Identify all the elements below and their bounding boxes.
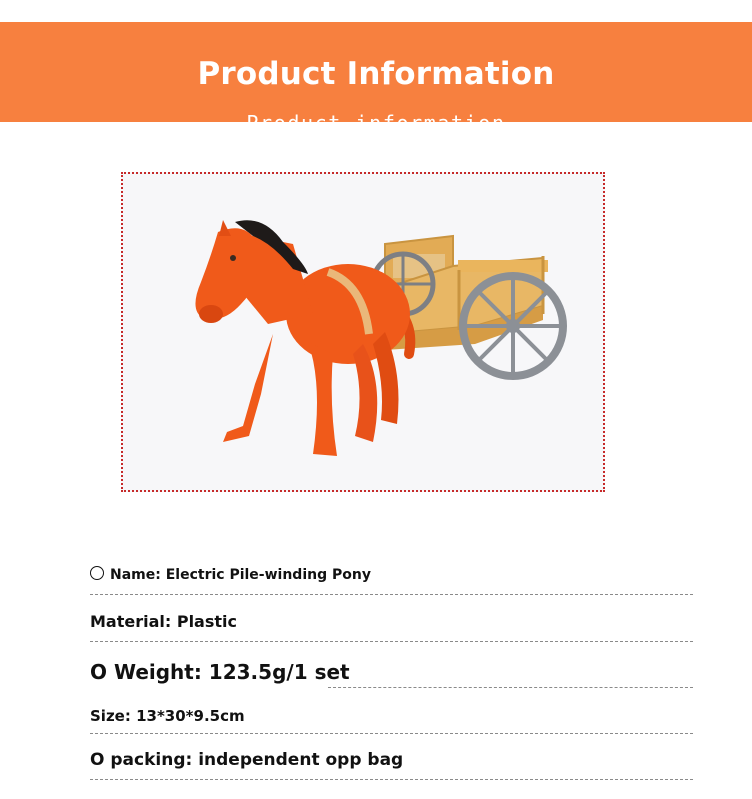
near-wheel xyxy=(463,276,563,376)
detail-material: Material: Plastic xyxy=(90,612,237,631)
page-subtitle: Product information xyxy=(246,111,506,135)
horse-cart-toy-photo xyxy=(123,174,603,490)
divider xyxy=(90,594,693,595)
divider xyxy=(90,779,693,780)
divider xyxy=(328,687,693,688)
detail-size: Size: 13*30*9.5cm xyxy=(90,707,245,725)
detail-name: Name: Electric Pile-winding Pony xyxy=(90,566,693,583)
divider xyxy=(90,733,693,734)
divider xyxy=(90,641,693,642)
header-banner xyxy=(0,22,752,135)
detail-packing: O packing: independent opp bag xyxy=(90,750,404,770)
horse xyxy=(195,220,410,456)
detail-weight: O Weight: 123.5g/1 set xyxy=(90,660,350,684)
product-image-frame xyxy=(121,172,605,492)
circle-bullet-icon xyxy=(90,566,104,580)
page-title: Product Information xyxy=(197,56,555,92)
